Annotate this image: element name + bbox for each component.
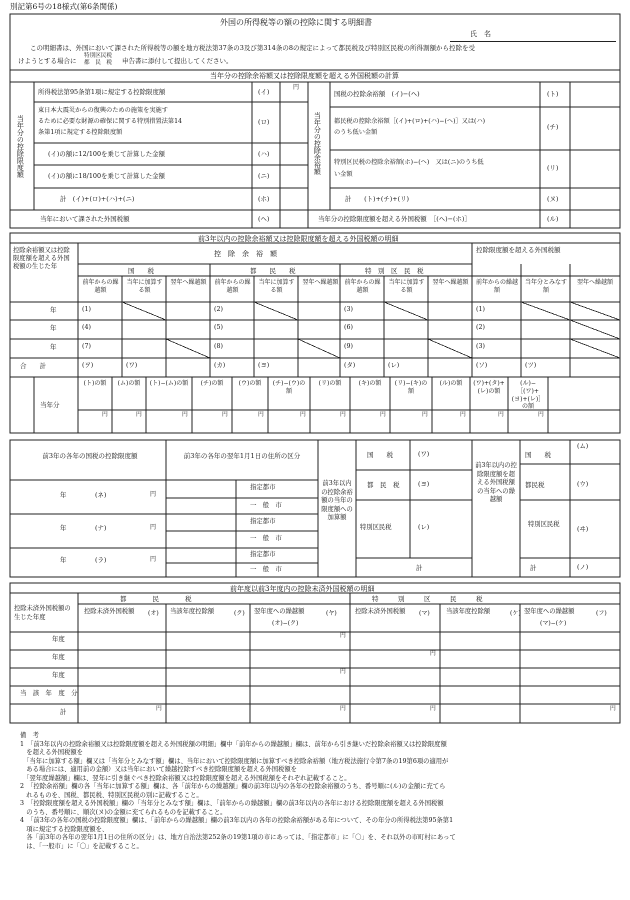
row-he-mark: (ヘ) xyxy=(258,215,270,223)
num-3b: (3) xyxy=(476,343,485,350)
metro-header: 都 民 税 xyxy=(250,267,296,275)
current-col-header: (チ)−(ウ)の額 xyxy=(272,380,306,395)
row-ri-label-b: い金額 xyxy=(334,171,353,178)
limit-header: 控除限度額を超える外国税額 xyxy=(476,246,561,254)
total-ta: (タ) xyxy=(344,362,356,369)
s3-mark: (ラ) xyxy=(95,556,107,564)
row-ni-mark: (ニ) xyxy=(258,172,270,180)
s4-col-expr: (マ)−(ケ) xyxy=(540,620,567,627)
row-ro-label-a: 東日本大震災からの復興のための施策を実施す xyxy=(38,107,168,114)
yen-unit: 円 xyxy=(150,556,157,563)
yen-unit: 円 xyxy=(340,412,346,418)
column-header: 翌年へ繰越額 xyxy=(576,279,613,286)
right-side-label: 当年分の控除余裕額 xyxy=(313,112,322,175)
s4-col-head: 控除未済外国税額 xyxy=(84,608,135,615)
current-col-header: (ワ)+(タ)+(レ)の額 xyxy=(473,380,505,395)
total-yo: (ヨ) xyxy=(258,362,270,369)
s4-col-mark: (マ) xyxy=(419,610,430,617)
yen-unit: 円 xyxy=(498,412,504,418)
yen-unit: 円 xyxy=(222,412,228,418)
address-option: 一 般 市 xyxy=(250,565,282,573)
year-label: 年 xyxy=(50,324,57,332)
year-label: 年 xyxy=(60,556,67,564)
s3-r2: 都民税 xyxy=(525,481,545,489)
s4-col-mark: (ヤ) xyxy=(326,610,337,617)
row-ro-label-c: 条第1項に規定する控除限度額 xyxy=(38,129,123,136)
yen-unit: 円 xyxy=(102,412,108,418)
intro-mid-1: 特別区民税 xyxy=(84,53,112,59)
year-label: 年 xyxy=(60,491,67,499)
yen-unit: 円 xyxy=(156,706,162,712)
num-3: (3) xyxy=(344,306,353,313)
yen-unit: 円 xyxy=(150,524,157,531)
current-col-header: (ル)の額 xyxy=(439,380,463,387)
current-col-header: (チ)の額 xyxy=(200,380,224,387)
yen-unit: 円 xyxy=(430,651,436,657)
s4-col-mark: (ク) xyxy=(234,610,245,617)
row-ha-mark: (ハ) xyxy=(258,150,270,158)
national-header: 国 税 xyxy=(128,267,154,275)
notes-head: 備 考 xyxy=(20,732,39,739)
column-header: 前年からの繰越額 xyxy=(214,279,251,295)
s4-col-head: 翌年度への繰越額 xyxy=(524,608,575,615)
row-nu-label: 計 (ト)+(チ)+(リ) xyxy=(345,195,410,203)
s3-r3: 特別区民税 xyxy=(528,521,560,528)
note-line: 「翌年度繰越額」欄は、翌年に引き継ぐべき控除余裕額又は控除限度額を超える外国税額をそれぞれ記載すること。 xyxy=(20,774,351,782)
note-line: れるものを、国税、都民税、特別区民税の別に記載すること。 xyxy=(20,791,203,799)
s3-col2-head: 前3年の各年の翌年1月1日の住所の区分 xyxy=(183,452,301,460)
yen-unit: 円 xyxy=(182,412,188,418)
current-year-label: 当年分 xyxy=(40,401,60,409)
note-line: 4 「前3年の各年の国税の控除限度額」欄は、「前年からの繰越額」欄の前3年以内の各年の控除余裕額がある年について、その年分の所得税法第95条第1 xyxy=(20,817,454,824)
section2-title: 前3年以内の控除余裕額又は控除限度額を超える外国税額の明細 xyxy=(198,235,399,243)
yen-unit: 円 xyxy=(136,412,142,418)
row-i-label: 所得税法第95条第1項に規定する控除限度額 xyxy=(38,88,166,96)
total-wa: (ワ) xyxy=(126,362,138,369)
notes-block xyxy=(20,732,620,851)
note-line: 「当年に加算する額」欄又は「当年分とみなす額」欄は、当年において控除限度額に加算すべき控除余裕額（地方税法施行令第7条の19第6項の適用が xyxy=(20,757,449,765)
fiscal-year-label: 年度 xyxy=(52,653,65,661)
fiscal-year-label: 年度 xyxy=(52,635,65,643)
s3-total: 計 xyxy=(416,564,423,572)
num-2: (2) xyxy=(214,306,223,313)
num-6: (6) xyxy=(344,324,353,331)
current-col-header: (リ)の額 xyxy=(318,380,342,387)
current-col-header: (ト)−(ム)の額 xyxy=(149,380,189,387)
s4-ward-head: 特 別 区 民 税 xyxy=(372,595,483,603)
row-ri-label-a: 特別区民税の控除余裕額(ホ)−(ヘ) 又は(ニ)のうち低 xyxy=(334,159,484,166)
column-header: 当年に加算する額 xyxy=(126,279,163,295)
yen-unit: 円 xyxy=(610,706,616,712)
s3-mark: (ネ) xyxy=(95,491,107,499)
name-label: 氏 名 xyxy=(470,30,491,38)
intro-line-1: この明細書は、外国において課された所得税等の額を地方税法第37条の3及び第314条の8の規定によって都民税及び特別区民税の所得割額から控除を受 xyxy=(30,44,475,52)
current-fy-label: 当 該 年 度 分 xyxy=(20,689,78,697)
note-line: 3 「控除限度額を超える外国税額」欄の「当年分とみなす額」欄は、「前年からの繰越額」欄の前3年以内の各年における控除限度額を超える外国税額 xyxy=(20,800,444,807)
num-5: (5) xyxy=(214,324,223,331)
form-title: 外国の所得税等の額の控除に関する明細書 xyxy=(220,18,372,27)
s3-right-mid-head: 前3年以内の控除限度額を超える外国税額の当年への繰越額 xyxy=(475,462,517,503)
ward-header: 特 別 区 民 税 xyxy=(365,267,424,275)
margin-header: 控 除 余 裕 額 xyxy=(214,250,277,258)
s3-ward: 特別区民税 xyxy=(360,524,392,531)
row-ni-label: (イ)の額に18/100を乗じて計算した金額 xyxy=(48,172,165,180)
s4-col-head: 控除未済外国税額 xyxy=(355,608,406,615)
total-so: (ソ) xyxy=(476,362,488,369)
yen-unit: 円 xyxy=(340,633,346,639)
note-line: は、「一般市」に「〇」を記載すること。 xyxy=(20,842,143,850)
row-ho-label: 計 (イ)+(ロ)+(ハ)+(ニ) xyxy=(60,195,135,203)
s3-m1: (ワ) xyxy=(418,451,430,458)
s4-col-mark: (ケ) xyxy=(510,610,521,617)
row-to-mark: (ト) xyxy=(547,90,559,98)
num-4: (4) xyxy=(82,324,91,331)
num-9: (9) xyxy=(344,343,353,350)
row-ri-mark: (リ) xyxy=(547,164,559,172)
section4-title: 前年度以前3年度内の控除未済外国税額の明細 xyxy=(230,585,375,593)
s3-m3: (レ) xyxy=(418,524,430,531)
row-ru-label: 当年分の控除限度額を超える外国税額 ［(ヘ)−(ホ)］ xyxy=(318,215,471,223)
note-line: のうち、番号順に、順次(ヌ)の金額に充てられるものを記載すること。 xyxy=(20,808,227,816)
s4-col-mark: (オ) xyxy=(148,610,159,617)
current-col-header: (ル)−［(ワ)+(ヨ)+(レ)］の額 xyxy=(511,380,545,411)
yen-unit: 円 xyxy=(422,412,428,418)
year-label: 年 xyxy=(50,306,57,314)
total-wo: (ヲ) xyxy=(82,362,94,369)
column-header: 前年からの繰越額 xyxy=(344,279,381,295)
current-col-header: (ト)の額 xyxy=(83,380,107,387)
s3-mid-head: 前3年以内の控除余裕額の当年の限度額への加算額 xyxy=(321,480,353,521)
yen-unit: 円 xyxy=(538,412,544,418)
s3-r4m: (ノ) xyxy=(577,564,589,571)
row-i-mark: (イ) xyxy=(258,88,270,96)
row-ha-label: (イ)の額に12/100を乗じて計算した金額 xyxy=(48,150,165,158)
address-option: 一 般 市 xyxy=(250,501,282,509)
yen-unit: 円 xyxy=(293,84,300,91)
row-chi-mark: (チ) xyxy=(547,123,559,131)
total-tsu: (ツ) xyxy=(525,362,537,369)
intro-line-2a: けようとする場合に xyxy=(18,57,77,65)
column-header: 当年に加算する額 xyxy=(258,279,295,295)
s4-col-head: 当該年度控除額 xyxy=(170,608,215,615)
row-ro-mark: (ロ) xyxy=(258,118,270,126)
column-header: 当年分とみなす額 xyxy=(524,279,567,295)
yen-unit: 円 xyxy=(258,412,264,418)
column-header: 前年からの繰越額 xyxy=(475,279,518,295)
total-ka: (カ) xyxy=(214,362,226,369)
note-line: 各「前3年の各年の翌年1月1日の住所の区分」は、地方自治法第252条の19第1項の市にあっては、「指定都市」に「〇」を、それ以外の市町村にあって xyxy=(20,834,456,841)
total-re: (レ) xyxy=(388,362,400,369)
note-line: ある場合には、適用前の金額）又は当年において繰越控除すべき控除限度額を超える外国税額を xyxy=(20,766,297,773)
row-ho-mark: (ホ) xyxy=(258,195,270,203)
form-number: 別記第6号の18様式(第6条関係) xyxy=(10,2,118,11)
intro-line-2b: 申告書に添付して提出してください。 xyxy=(122,57,233,65)
fiscal-year-label: 年度 xyxy=(52,671,65,679)
row-he-label: 当年において課された外国税額 xyxy=(40,215,130,223)
yen-unit: 円 xyxy=(150,491,157,498)
s3-r1m: (ム) xyxy=(577,443,589,450)
num-1: (1) xyxy=(82,306,91,313)
yen-unit: 円 xyxy=(340,706,346,712)
row-chi-label-b: のうち低い金額 xyxy=(334,129,378,136)
yen-unit: 円 xyxy=(340,669,346,675)
s3-col1-head: 前3年の各年の国税の控除限度額 xyxy=(42,452,138,460)
note-line: を超える外国税額を xyxy=(20,749,83,756)
current-col-header: (ウ)の額 xyxy=(238,380,262,387)
row-to-label: 国税の控除余裕額 (イ)−(ヘ) xyxy=(334,90,420,98)
address-option: 指定都市 xyxy=(250,517,276,525)
section2-row-head: 控除余裕額又は控除限度額を超える外国税額の生じた年 xyxy=(13,247,70,271)
note-line: 2 「控除余裕額」欄の各「当年に加算する額」欄は、各「前年からの繰越額」欄の前3年以内の各年の控除余裕額のうち、番号順に(ル)の金額に充てら xyxy=(20,783,446,790)
section1-title: 当年分の控除余裕額又は控除限度額を超える外国税額の計算 xyxy=(210,72,399,80)
column-header: 翌年へ繰越額 xyxy=(170,279,207,286)
year-label: 年 xyxy=(50,343,57,351)
year-label: 年 xyxy=(60,524,67,532)
s3-r3m: (ヰ) xyxy=(577,526,589,533)
column-header: 当年に加算する額 xyxy=(388,279,425,295)
current-col-header: (ム)の額 xyxy=(117,380,141,387)
s4-total-label: 計 xyxy=(60,708,67,716)
note-line: 項に規定する控除限度額を、 xyxy=(20,825,109,833)
name-underline xyxy=(450,41,616,42)
yen-unit: 円 xyxy=(380,412,386,418)
s4-metro-head: 都 民 税 xyxy=(120,595,192,603)
column-header: 翌年へ繰越額 xyxy=(302,279,339,286)
s3-mark: (ナ) xyxy=(95,524,107,532)
yen-unit: 円 xyxy=(300,412,306,418)
yen-unit: 円 xyxy=(460,412,466,418)
s3-metro: 都 民 税 xyxy=(367,481,400,489)
s3-national: 国 税 xyxy=(367,451,393,459)
yen-unit: 円 xyxy=(430,706,436,712)
row-ru-mark: (ル) xyxy=(547,215,559,223)
address-option: 一 般 市 xyxy=(250,534,282,542)
s3-total-right: 計 xyxy=(530,564,537,572)
row-nu-mark: (ヌ) xyxy=(547,195,559,203)
s4-col-expr: (オ)−(ク) xyxy=(272,620,299,627)
total-label: 合 計 xyxy=(20,362,46,370)
intro-mid-2: 都 民 税 xyxy=(84,60,112,66)
num-1b: (1) xyxy=(476,306,485,313)
s3-r2m: (ウ) xyxy=(577,481,589,488)
current-col-header: (リ)−(キ)の額 xyxy=(394,380,428,395)
num-8: (8) xyxy=(214,343,223,350)
left-side-label: 当年分の控除限度額 xyxy=(16,115,25,178)
address-option: 指定都市 xyxy=(250,550,276,558)
note-line: 1 「前3年以内の控除余裕額又は控除限度額を超える外国税額の明細」欄中「前年からの繰越額」欄は、前年から引き継いだ控除余裕額又は控除限度額 xyxy=(20,740,447,748)
num-2b: (2) xyxy=(476,324,485,331)
s4-col-head: 当該年度控除額 xyxy=(446,608,491,615)
row-chi-label-a: 都民税の控除余裕額［(イ)+(ロ)+(ハ)−(ヘ)］又は(ハ) xyxy=(334,118,486,125)
s3-m2: (ヨ) xyxy=(418,481,430,488)
column-header: 前年からの繰越額 xyxy=(82,279,119,295)
address-option: 指定都市 xyxy=(250,483,276,491)
row-ro-label-b: るために必要な財源の確保に関する特別措置法第14 xyxy=(38,118,182,125)
current-col-header: (キ)の額 xyxy=(358,380,382,387)
s3-r1: 国 税 xyxy=(525,451,551,459)
s4-row-head: 控除未済外国税額の生じた年度 xyxy=(14,605,71,621)
s4-col-mark: (フ) xyxy=(596,610,607,617)
s4-col-head: 翌年度への繰越額 xyxy=(254,608,305,615)
num-7: (7) xyxy=(82,343,91,350)
column-header: 翌年へ繰越額 xyxy=(432,279,469,286)
